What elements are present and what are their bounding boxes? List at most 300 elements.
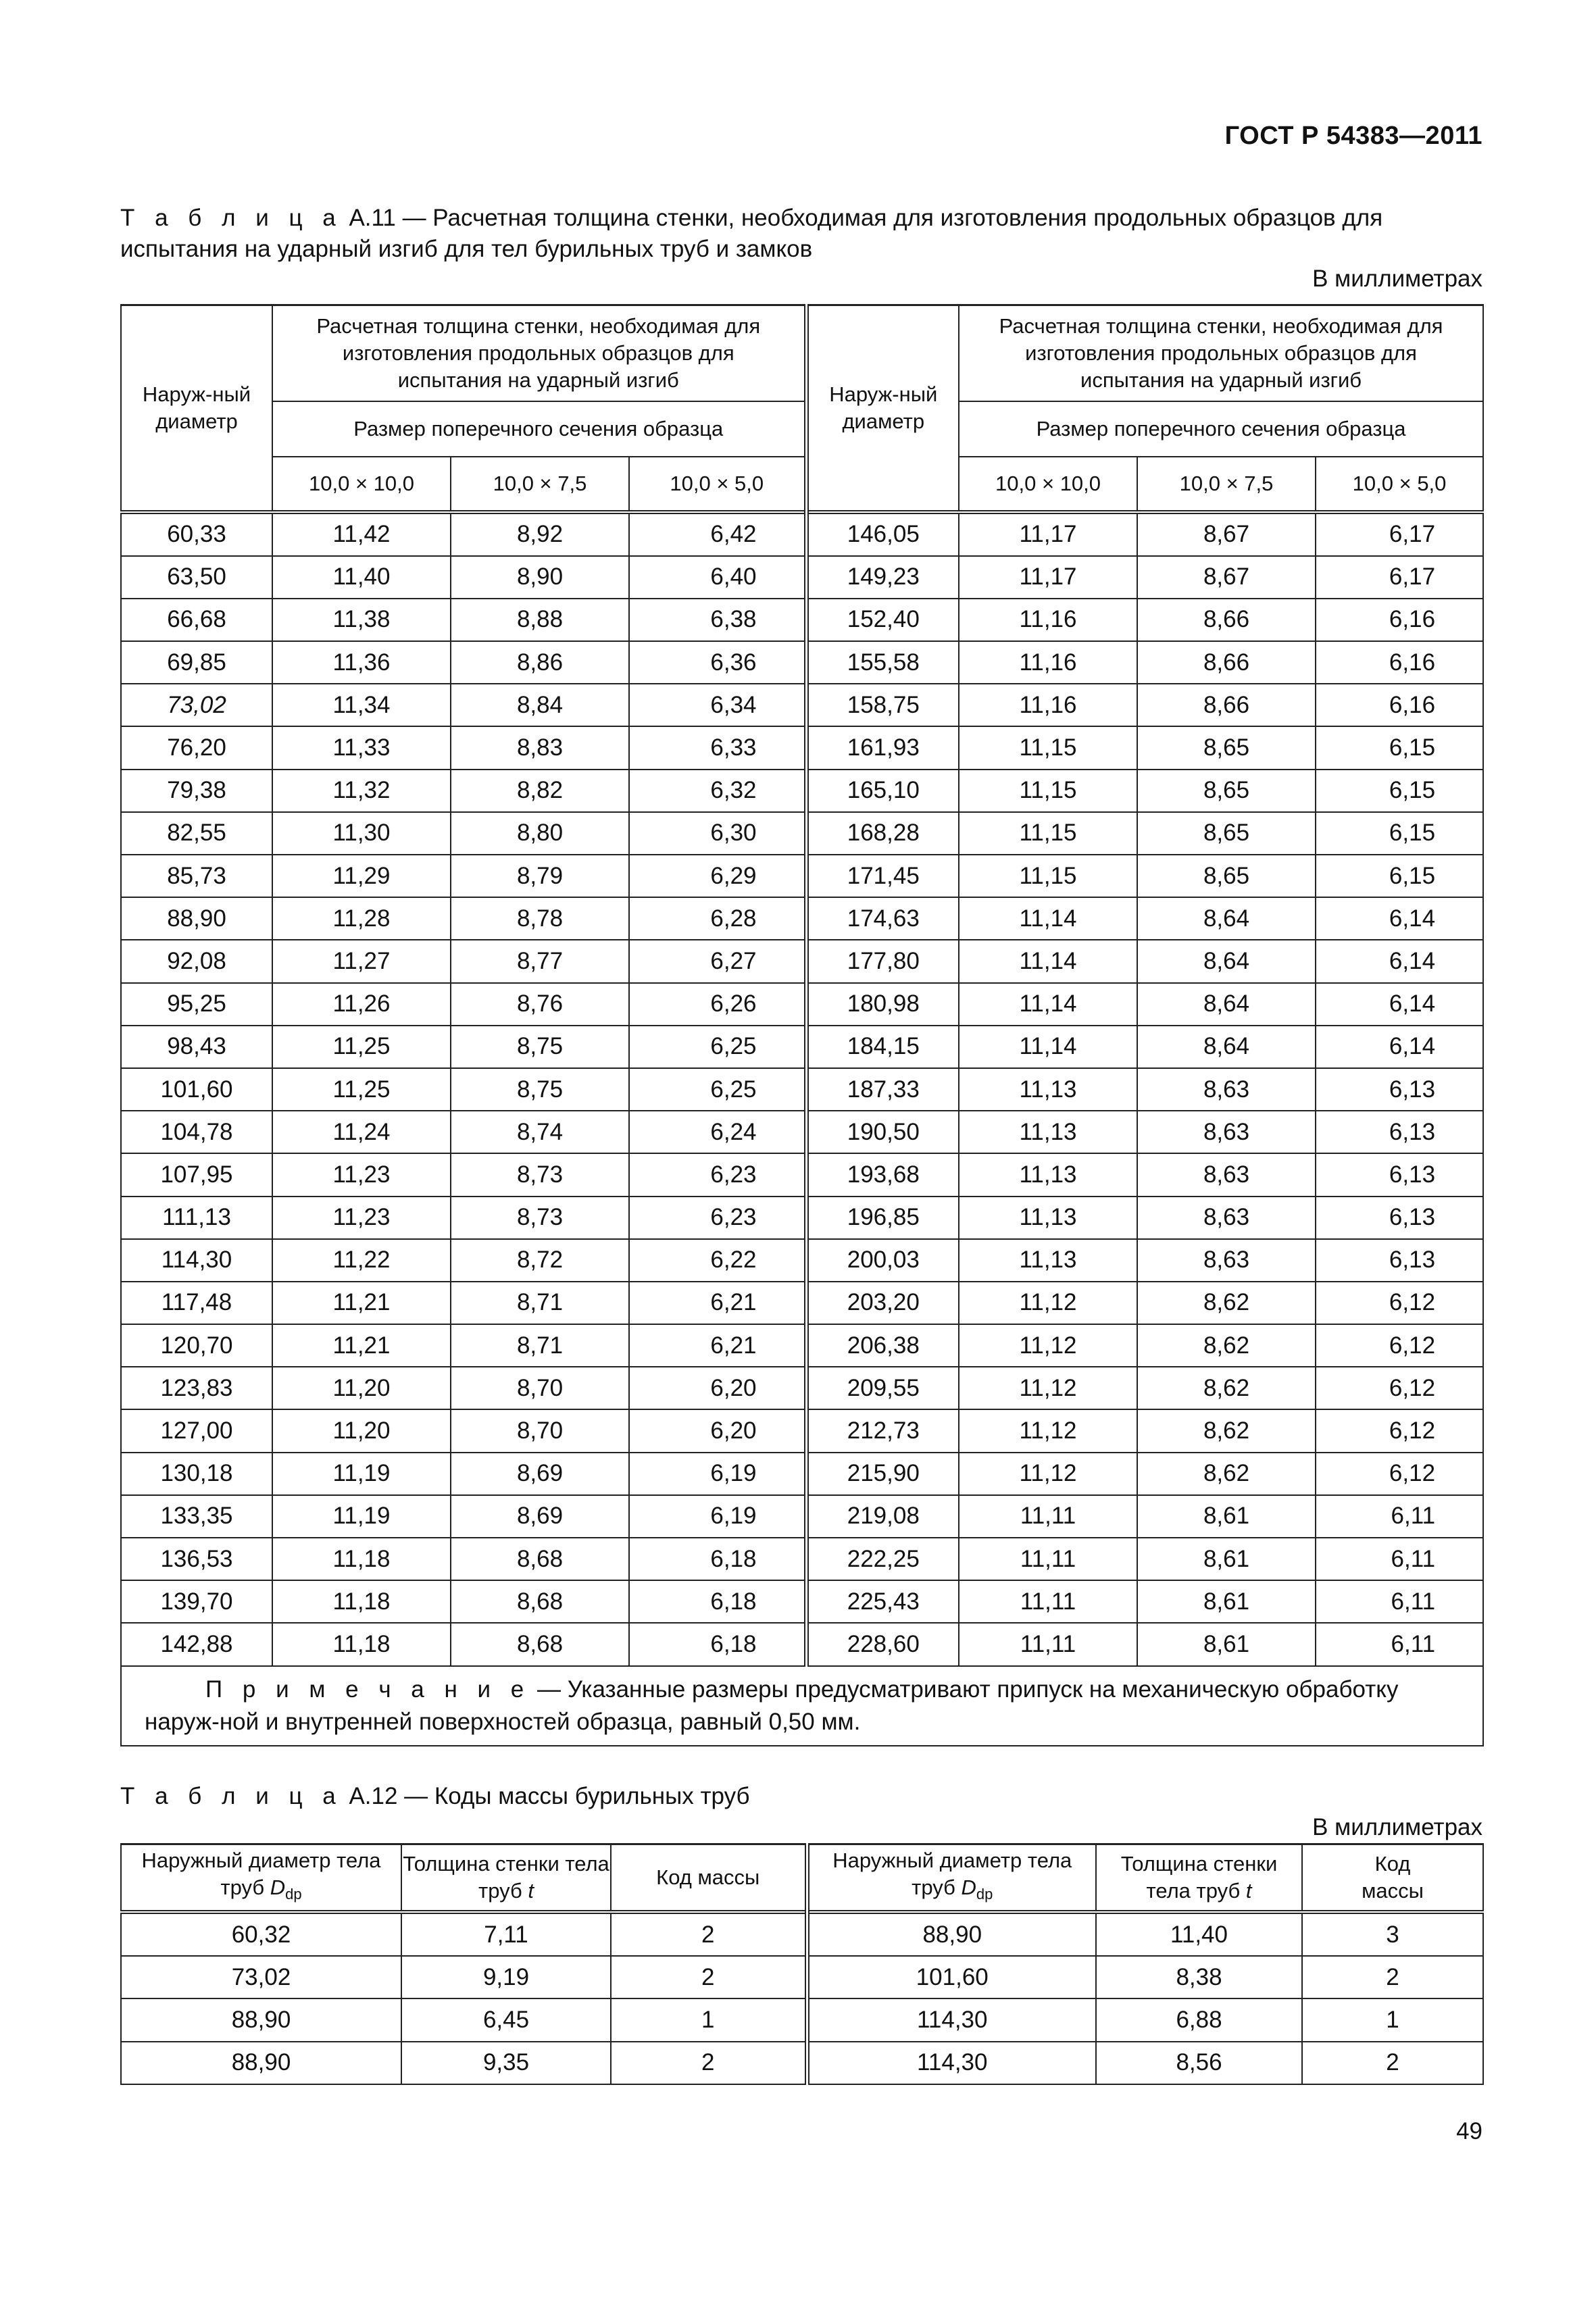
- diameter-cell: 133,35: [121, 1495, 272, 1538]
- thickness-cell: 8,65: [1137, 726, 1316, 769]
- thickness-cell: 6,18: [629, 1538, 806, 1580]
- thickness-cell: 6,11: [1316, 1623, 1483, 1665]
- wall-thickness-cell: 9,35: [401, 2042, 611, 2084]
- thickness-cell: 6,25: [629, 1068, 806, 1111]
- thickness-cell: 11,11: [959, 1580, 1137, 1623]
- thickness-cell: 8,61: [1137, 1580, 1316, 1623]
- col-header-size-3: 10,0 × 5,0: [629, 457, 806, 512]
- thickness-cell: 11,11: [959, 1538, 1137, 1580]
- table-row: [121, 812, 1483, 855]
- diameter-cell: 215,90: [806, 1453, 959, 1495]
- table-row: [121, 1111, 1483, 1153]
- table-row: [121, 726, 1483, 769]
- table-row: [121, 1453, 1483, 1495]
- thickness-cell: 8,74: [451, 1111, 629, 1153]
- wall-thickness-cell: 6,88: [1096, 1998, 1302, 2041]
- diameter-cell: 111,13: [121, 1197, 272, 1239]
- diameter-cell: 92,08: [121, 940, 272, 982]
- thickness-cell: 11,14: [959, 940, 1137, 982]
- thickness-cell: 11,32: [272, 770, 451, 812]
- thickness-cell: 11,13: [959, 1197, 1137, 1239]
- pipe-diameter-cell: 101,60: [807, 1956, 1096, 1998]
- thickness-cell: 6,19: [629, 1495, 806, 1538]
- thickness-cell: 11,11: [959, 1623, 1137, 1665]
- thickness-cell: 11,34: [272, 684, 451, 726]
- thickness-cell: 6,13: [1316, 1068, 1483, 1111]
- thickness-cell: 8,75: [451, 1068, 629, 1111]
- thickness-cell: 11,12: [959, 1409, 1137, 1452]
- thickness-cell: 11,13: [959, 1111, 1137, 1153]
- thickness-cell: 11,12: [959, 1324, 1137, 1367]
- thickness-cell: 8,62: [1137, 1453, 1316, 1495]
- thickness-cell: 8,65: [1137, 812, 1316, 855]
- thickness-cell: 11,27: [272, 940, 451, 982]
- caption-text: А.12 — Коды массы бурильных труб: [342, 1783, 750, 1809]
- table-row: [121, 1068, 1483, 1111]
- thickness-cell: 11,16: [959, 684, 1137, 726]
- mass-code-cell: 1: [611, 1998, 807, 2041]
- mass-code-cell: 2: [611, 1956, 807, 1998]
- thickness-cell: 8,71: [451, 1282, 629, 1324]
- thickness-cell: 11,15: [959, 770, 1137, 812]
- thickness-cell: 6,16: [1316, 599, 1483, 641]
- thickness-cell: 8,73: [451, 1153, 629, 1196]
- thickness-cell: 8,69: [451, 1453, 629, 1495]
- thickness-cell: 8,61: [1137, 1495, 1316, 1538]
- diameter-cell: 168,28: [806, 812, 959, 855]
- table-row: [121, 599, 1483, 641]
- thickness-cell: 6,15: [1316, 812, 1483, 855]
- thickness-cell: 8,63: [1137, 1153, 1316, 1196]
- thickness-cell: 8,73: [451, 1197, 629, 1239]
- thickness-cell: 8,88: [451, 599, 629, 641]
- thickness-cell: 6,11: [1316, 1538, 1483, 1580]
- col-header-wall-thickness-t: Толщина стенки тела труб t: [401, 1844, 611, 1913]
- thickness-cell: 11,13: [959, 1153, 1137, 1196]
- thickness-cell: 11,14: [959, 1026, 1137, 1068]
- thickness-cell: 8,64: [1137, 940, 1316, 982]
- thickness-cell: 11,36: [272, 641, 451, 684]
- table-row: [121, 983, 1483, 1026]
- diameter-cell: 123,83: [121, 1367, 272, 1409]
- thickness-cell: 11,17: [959, 512, 1137, 556]
- diameter-cell: 85,73: [121, 855, 272, 897]
- diameter-cell: 88,90: [121, 897, 272, 940]
- thickness-cell: 8,82: [451, 770, 629, 812]
- thickness-cell: 6,16: [1316, 684, 1483, 726]
- table-row: [121, 897, 1483, 940]
- thickness-cell: 11,13: [959, 1239, 1137, 1282]
- thickness-cell: 11,25: [272, 1068, 451, 1111]
- thickness-cell: 8,83: [451, 726, 629, 769]
- thickness-cell: 11,29: [272, 855, 451, 897]
- thickness-cell: 11,18: [272, 1580, 451, 1623]
- table-row: [121, 556, 1483, 599]
- thickness-cell: 6,24: [629, 1111, 806, 1153]
- thickness-cell: 8,90: [451, 556, 629, 599]
- thickness-cell: 8,70: [451, 1367, 629, 1409]
- pipe-diameter-cell: 114,30: [807, 2042, 1096, 2084]
- thickness-cell: 8,69: [451, 1495, 629, 1538]
- thickness-cell: 6,33: [629, 726, 806, 769]
- diameter-cell: 130,18: [121, 1453, 272, 1495]
- document-code: ГОСТ Р 54383—2011: [1224, 122, 1482, 150]
- col-header-mass-code: Код массы: [611, 1844, 807, 1913]
- table-a11-note: [121, 1666, 1483, 1746]
- thickness-cell: 8,67: [1137, 556, 1316, 599]
- thickness-cell: 11,28: [272, 897, 451, 940]
- thickness-cell: 11,20: [272, 1409, 451, 1452]
- col-header-diameter: Наруж-ный диаметр: [121, 305, 272, 512]
- thickness-cell: 6,27: [629, 940, 806, 982]
- table-row: [121, 1409, 1483, 1452]
- thickness-cell: 11,42: [272, 512, 451, 556]
- thickness-cell: 6,15: [1316, 770, 1483, 812]
- diameter-cell: 101,60: [121, 1068, 272, 1111]
- thickness-cell: 6,11: [1316, 1580, 1483, 1623]
- thickness-cell: 8,84: [451, 684, 629, 726]
- diameter-cell: 82,55: [121, 812, 272, 855]
- thickness-cell: 11,40: [272, 556, 451, 599]
- thickness-cell: 8,71: [451, 1324, 629, 1367]
- diameter-cell: 152,40: [806, 599, 959, 641]
- col-header-diameter-right: Наруж-ный диаметр: [806, 305, 959, 512]
- thickness-cell: 8,63: [1137, 1197, 1316, 1239]
- col-header-pipe-diameter: Наружный диаметр тела труб $D_{dp}$: [121, 1844, 401, 1913]
- thickness-cell: 11,38: [272, 599, 451, 641]
- thickness-cell: 11,26: [272, 983, 451, 1026]
- thickness-cell: 8,70: [451, 1409, 629, 1452]
- thickness-cell: 8,68: [451, 1538, 629, 1580]
- thickness-cell: 6,21: [629, 1282, 806, 1324]
- thickness-cell: 6,11: [1316, 1495, 1483, 1538]
- thickness-cell: 6,15: [1316, 726, 1483, 769]
- diameter-cell: 225,43: [806, 1580, 959, 1623]
- thickness-cell: 8,67: [1137, 512, 1316, 556]
- diameter-cell: 180,98: [806, 983, 959, 1026]
- thickness-cell: 6,18: [629, 1623, 806, 1665]
- table-row: [121, 1495, 1483, 1538]
- table-row: [121, 770, 1483, 812]
- thickness-cell: 11,21: [272, 1282, 451, 1324]
- thickness-cell: 8,77: [451, 940, 629, 982]
- diameter-cell: 155,58: [806, 641, 959, 684]
- thickness-cell: 8,62: [1137, 1324, 1316, 1367]
- thickness-cell: 8,64: [1137, 897, 1316, 940]
- thickness-cell: 6,12: [1316, 1453, 1483, 1495]
- thickness-cell: 8,72: [451, 1239, 629, 1282]
- table-a12-unit: В миллиметрах: [1312, 1814, 1482, 1840]
- table-row: [121, 1912, 1483, 1956]
- thickness-cell: 11,33: [272, 726, 451, 769]
- diameter-cell: 219,08: [806, 1495, 959, 1538]
- thickness-cell: 11,11: [959, 1495, 1137, 1538]
- thickness-cell: 6,23: [629, 1153, 806, 1196]
- thickness-cell: 8,61: [1137, 1623, 1316, 1665]
- thickness-cell: 8,62: [1137, 1282, 1316, 1324]
- col-header-section-size: Размер поперечного сечения образца: [272, 401, 806, 457]
- col-header-wall-thickness: Расчетная толщина стенки, необходимая для изготовления продольных образцов для испытания на ударный изгиб: [272, 305, 806, 401]
- thickness-cell: 8,62: [1137, 1409, 1316, 1452]
- thickness-cell: 11,13: [959, 1068, 1137, 1111]
- thickness-cell: 11,15: [959, 726, 1137, 769]
- wall-thickness-cell: 8,38: [1096, 1956, 1302, 1998]
- col-header-size-2: 10,0 × 7,5: [451, 457, 629, 512]
- diameter-cell: 73,02: [121, 684, 272, 726]
- thickness-cell: 11,23: [272, 1197, 451, 1239]
- wall-thickness-cell: 6,45: [401, 1998, 611, 2041]
- diameter-cell: 120,70: [121, 1324, 272, 1367]
- diameter-cell: 79,38: [121, 770, 272, 812]
- thickness-cell: 6,14: [1316, 897, 1483, 940]
- diameter-cell: 200,03: [806, 1239, 959, 1282]
- note-text: — Указанные размеры предусматривают припуск на механическую обработку наруж-ной и внутренней поверхностей образца, равный 0,50 мм.: [145, 1676, 1399, 1735]
- thickness-cell: 8,65: [1137, 855, 1316, 897]
- thickness-cell: 11,16: [959, 599, 1137, 641]
- thickness-cell: 8,79: [451, 855, 629, 897]
- thickness-cell: 8,68: [451, 1580, 629, 1623]
- diameter-cell: 98,43: [121, 1026, 272, 1068]
- diameter-cell: 171,45: [806, 855, 959, 897]
- table-row: [121, 1623, 1483, 1665]
- table-row: [121, 1956, 1483, 1998]
- thickness-cell: 8,64: [1137, 1026, 1316, 1068]
- pipe-diameter-cell: 88,90: [121, 2042, 401, 2084]
- thickness-cell: 6,22: [629, 1239, 806, 1282]
- thickness-cell: 11,18: [272, 1538, 451, 1580]
- thickness-cell: 6,12: [1316, 1324, 1483, 1367]
- table-row: [121, 1367, 1483, 1409]
- diameter-cell: 161,93: [806, 726, 959, 769]
- col-header-size-2-right: 10,0 × 7,5: [1137, 457, 1316, 512]
- diameter-cell: 136,53: [121, 1538, 272, 1580]
- diameter-cell: 228,60: [806, 1623, 959, 1665]
- thickness-cell: 11,17: [959, 556, 1137, 599]
- thickness-cell: 6,20: [629, 1409, 806, 1452]
- thickness-cell: 11,12: [959, 1367, 1137, 1409]
- thickness-cell: 6,20: [629, 1367, 806, 1409]
- thickness-cell: 6,18: [629, 1580, 806, 1623]
- diameter-cell: 203,20: [806, 1282, 959, 1324]
- diameter-cell: 206,38: [806, 1324, 959, 1367]
- col-header-size-1: 10,0 × 10,0: [272, 457, 451, 512]
- thickness-cell: 6,38: [629, 599, 806, 641]
- table-a11: [120, 304, 1484, 1746]
- thickness-cell: 6,14: [1316, 940, 1483, 982]
- thickness-cell: 11,19: [272, 1495, 451, 1538]
- diameter-cell: 139,70: [121, 1580, 272, 1623]
- thickness-cell: 6,23: [629, 1197, 806, 1239]
- table-a12: [120, 1843, 1484, 2085]
- table-a11-caption: [120, 203, 1482, 265]
- wall-thickness-cell: 11,40: [1096, 1912, 1302, 1956]
- thickness-cell: 6,12: [1316, 1409, 1483, 1452]
- diameter-cell: 193,68: [806, 1153, 959, 1196]
- pipe-diameter-cell: 60,32: [121, 1912, 401, 1956]
- thickness-cell: 6,13: [1316, 1239, 1483, 1282]
- thickness-cell: 11,24: [272, 1111, 451, 1153]
- thickness-cell: 11,19: [272, 1453, 451, 1495]
- table-a12-caption: [120, 1781, 1482, 1812]
- diameter-cell: 146,05: [806, 512, 959, 556]
- col-header-wall-thickness-t-right: Толщина стенки тела труб t: [1096, 1844, 1302, 1913]
- pipe-diameter-cell: 114,30: [807, 1998, 1096, 2041]
- col-header-pipe-diameter-right: Наружный диаметр тела труб $D_{dp}$: [807, 1844, 1096, 1913]
- diameter-cell: 66,68: [121, 599, 272, 641]
- table-row: [121, 1538, 1483, 1580]
- table-row: [121, 1324, 1483, 1367]
- mass-code-cell: 1: [1302, 1998, 1483, 2041]
- col-header-wall-thickness-right: Расчетная толщина стенки, необходимая для изготовления продольных образцов для испытания на ударный изгиб: [959, 305, 1483, 401]
- thickness-cell: 11,12: [959, 1453, 1137, 1495]
- thickness-cell: 11,18: [272, 1623, 451, 1665]
- col-header-size-3-right: 10,0 × 5,0: [1316, 457, 1483, 512]
- wall-thickness-cell: 8,56: [1096, 2042, 1302, 2084]
- pipe-diameter-cell: 73,02: [121, 1956, 401, 1998]
- diameter-cell: 174,63: [806, 897, 959, 940]
- thickness-cell: 11,21: [272, 1324, 451, 1367]
- thickness-cell: 8,64: [1137, 983, 1316, 1026]
- table-row: [121, 1197, 1483, 1239]
- table-row: [121, 940, 1483, 982]
- thickness-cell: 6,21: [629, 1324, 806, 1367]
- caption-label: Т а б л и ц а: [120, 205, 343, 231]
- thickness-cell: 6,42: [629, 512, 806, 556]
- wall-thickness-cell: 9,19: [401, 1956, 611, 1998]
- diameter-cell: 212,73: [806, 1409, 959, 1452]
- thickness-cell: 6,25: [629, 1026, 806, 1068]
- table-a11-unit: В миллиметрах: [1312, 266, 1482, 292]
- diameter-cell: 69,85: [121, 641, 272, 684]
- thickness-cell: 6,28: [629, 897, 806, 940]
- thickness-cell: 6,13: [1316, 1197, 1483, 1239]
- note-label: П р и м е ч а н и е: [205, 1676, 531, 1703]
- thickness-cell: 8,86: [451, 641, 629, 684]
- mass-code-cell: 2: [611, 2042, 807, 2084]
- table-row: [121, 684, 1483, 726]
- diameter-cell: 63,50: [121, 556, 272, 599]
- thickness-cell: 6,16: [1316, 641, 1483, 684]
- thickness-cell: 6,15: [1316, 855, 1483, 897]
- thickness-cell: 8,63: [1137, 1068, 1316, 1111]
- thickness-cell: 8,75: [451, 1026, 629, 1068]
- diameter-cell: 184,15: [806, 1026, 959, 1068]
- thickness-cell: 8,80: [451, 812, 629, 855]
- thickness-cell: 6,40: [629, 556, 806, 599]
- thickness-cell: 11,30: [272, 812, 451, 855]
- diameter-cell: 158,75: [806, 684, 959, 726]
- pipe-diameter-cell: 88,90: [121, 1998, 401, 2041]
- table-row: [121, 2042, 1483, 2084]
- thickness-cell: 11,22: [272, 1239, 451, 1282]
- table-row: [121, 1580, 1483, 1623]
- caption-text: А.11 — Расчетная толщина стенки, необходимая для изготовления продольных образцов для испытания на ударный изгиб для тел бурильных труб и замков: [120, 205, 1383, 262]
- mass-code-cell: 2: [1302, 1956, 1483, 1998]
- thickness-cell: 6,12: [1316, 1282, 1483, 1324]
- thickness-cell: 8,66: [1137, 641, 1316, 684]
- thickness-cell: 8,92: [451, 512, 629, 556]
- diameter-cell: 187,33: [806, 1068, 959, 1111]
- thickness-cell: 11,14: [959, 983, 1137, 1026]
- col-header-section-size-right: Размер поперечного сечения образца: [959, 401, 1483, 457]
- thickness-cell: 6,34: [629, 684, 806, 726]
- diameter-cell: 117,48: [121, 1282, 272, 1324]
- diameter-cell: 196,85: [806, 1197, 959, 1239]
- diameter-cell: 149,23: [806, 556, 959, 599]
- thickness-cell: 11,23: [272, 1153, 451, 1196]
- caption-label: Т а б л и ц а: [120, 1783, 343, 1809]
- thickness-cell: 6,32: [629, 770, 806, 812]
- mass-code-cell: 2: [1302, 2042, 1483, 2084]
- thickness-cell: 11,20: [272, 1367, 451, 1409]
- diameter-cell: 95,25: [121, 983, 272, 1026]
- thickness-cell: 8,76: [451, 983, 629, 1026]
- thickness-cell: 11,12: [959, 1282, 1137, 1324]
- thickness-cell: 6,12: [1316, 1367, 1483, 1409]
- thickness-cell: 11,16: [959, 641, 1137, 684]
- page-number: 49: [1456, 2118, 1482, 2144]
- pipe-diameter-cell: 88,90: [807, 1912, 1096, 1956]
- thickness-cell: 6,29: [629, 855, 806, 897]
- mass-code-cell: 3: [1302, 1912, 1483, 1956]
- thickness-cell: 8,62: [1137, 1367, 1316, 1409]
- thickness-cell: 6,19: [629, 1453, 806, 1495]
- wall-thickness-cell: 7,11: [401, 1912, 611, 1956]
- thickness-cell: 6,14: [1316, 1026, 1483, 1068]
- table-row: [121, 1026, 1483, 1068]
- thickness-cell: 6,36: [629, 641, 806, 684]
- diameter-cell: 142,88: [121, 1623, 272, 1665]
- table-row: [121, 641, 1483, 684]
- diameter-cell: 107,95: [121, 1153, 272, 1196]
- table-row: [121, 512, 1483, 556]
- thickness-cell: 6,14: [1316, 983, 1483, 1026]
- thickness-cell: 6,26: [629, 983, 806, 1026]
- table-row: [121, 1998, 1483, 2041]
- diameter-cell: 209,55: [806, 1367, 959, 1409]
- table-row: [121, 1282, 1483, 1324]
- thickness-cell: 8,78: [451, 897, 629, 940]
- diameter-cell: 165,10: [806, 770, 959, 812]
- table-row: [121, 855, 1483, 897]
- thickness-cell: 8,66: [1137, 684, 1316, 726]
- thickness-cell: 6,13: [1316, 1153, 1483, 1196]
- diameter-cell: 222,25: [806, 1538, 959, 1580]
- thickness-cell: 6,13: [1316, 1111, 1483, 1153]
- thickness-cell: 8,68: [451, 1623, 629, 1665]
- diameter-cell: 177,80: [806, 940, 959, 982]
- diameter-cell: 127,00: [121, 1409, 272, 1452]
- diameter-cell: 60,33: [121, 512, 272, 556]
- thickness-cell: 11,25: [272, 1026, 451, 1068]
- thickness-cell: 8,61: [1137, 1538, 1316, 1580]
- thickness-cell: 6,17: [1316, 512, 1483, 556]
- col-header-size-1-right: 10,0 × 10,0: [959, 457, 1137, 512]
- col-header-mass-code-right: Код массы: [1302, 1844, 1483, 1913]
- thickness-cell: 6,30: [629, 812, 806, 855]
- thickness-cell: 11,15: [959, 812, 1137, 855]
- diameter-cell: 114,30: [121, 1239, 272, 1282]
- mass-code-cell: 2: [611, 1912, 807, 1956]
- thickness-cell: 8,63: [1137, 1239, 1316, 1282]
- table-row: [121, 1153, 1483, 1196]
- thickness-cell: 6,17: [1316, 556, 1483, 599]
- table-row: [121, 1239, 1483, 1282]
- diameter-cell: 76,20: [121, 726, 272, 769]
- diameter-cell: 190,50: [806, 1111, 959, 1153]
- diameter-cell: 104,78: [121, 1111, 272, 1153]
- thickness-cell: 11,15: [959, 855, 1137, 897]
